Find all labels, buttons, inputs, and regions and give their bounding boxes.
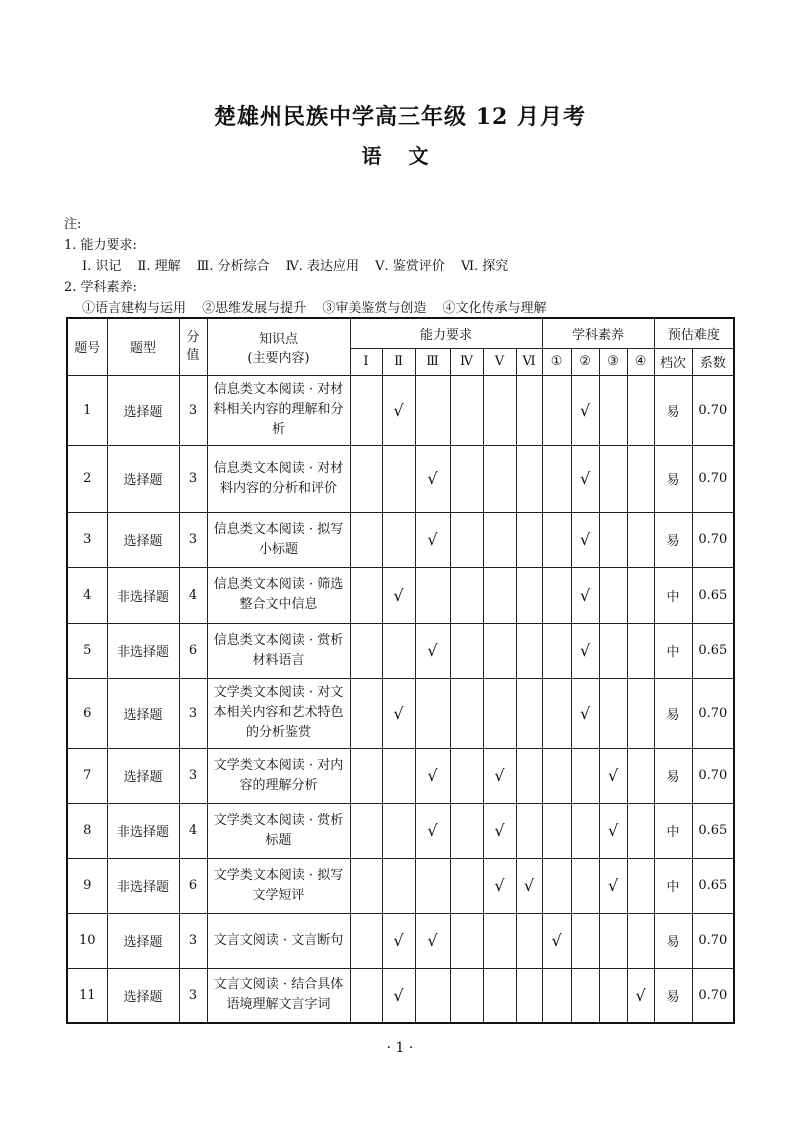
ability-cell-empty (483, 512, 516, 567)
literacy-check-mark: √ (542, 913, 571, 968)
ability-cell-empty (483, 375, 516, 445)
ability-check-mark: √ (382, 913, 415, 968)
cell-level: 易 (654, 678, 692, 748)
cell-knowledge: 信息类文本阅读 · 对材料内容的分析和评价 (207, 445, 350, 512)
table-body (67, 375, 734, 1023)
cell-num: 11 (67, 968, 107, 1023)
literacy-cell-empty (627, 803, 654, 858)
table-row (67, 803, 734, 858)
cell-level: 中 (654, 858, 692, 913)
literacy-cell-empty (599, 678, 627, 748)
ability-col-5: Ⅴ (483, 348, 516, 375)
table-row (67, 748, 734, 803)
cell-level: 易 (654, 445, 692, 512)
ability-cell-empty (350, 445, 382, 512)
literacy-cell-empty (627, 512, 654, 567)
literacy-cell-empty (542, 968, 571, 1023)
ability-cell-empty (483, 678, 516, 748)
cell-num: 10 (67, 913, 107, 968)
table-row (67, 913, 734, 968)
cell-coef: 0.65 (692, 623, 734, 678)
literacy-cell-empty (599, 375, 627, 445)
cell-knowledge: 文学类文本阅读 · 对内容的理解分析 (207, 748, 350, 803)
cell-knowledge: 文学类文本阅读 · 对文本相关内容和艺术特色的分析鉴赏 (207, 678, 350, 748)
page-number: · 1 · (386, 1040, 414, 1056)
cell-level: 中 (654, 567, 692, 623)
cell-score: 6 (179, 623, 207, 678)
ability-cell-empty (382, 623, 415, 678)
ability-item: Ⅵ. 探究 (460, 259, 509, 274)
literacy-cell-empty (627, 748, 654, 803)
cell-num: 8 (67, 803, 107, 858)
cell-type: 选择题 (107, 678, 179, 748)
ability-item: Ⅲ. 分析综合 (196, 259, 270, 274)
literacy-check-mark: √ (627, 968, 654, 1023)
cell-coef: 0.70 (692, 445, 734, 512)
cell-score: 3 (179, 968, 207, 1023)
ability-cell-empty (350, 968, 382, 1023)
ability-check-mark: √ (415, 512, 450, 567)
table-row (67, 375, 734, 445)
ability-list (64, 256, 558, 277)
literacy-col-4: ④ (627, 348, 654, 375)
cell-num: 9 (67, 858, 107, 913)
literacy-cell-empty (627, 445, 654, 512)
ability-cell-empty (516, 968, 542, 1023)
ability-item: Ⅱ. 理解 (137, 259, 181, 274)
table-row (67, 512, 734, 567)
cell-level: 易 (654, 512, 692, 567)
literacy-cell-empty (571, 748, 599, 803)
literacy-cell-empty (542, 678, 571, 748)
ability-check-mark: √ (415, 445, 450, 512)
literacy-item: ①语言建构与运用 (82, 301, 187, 316)
cell-knowledge: 文言文阅读 · 结合具体语境理解文言字词 (207, 968, 350, 1023)
table-row (67, 858, 734, 913)
ability-cell-empty (516, 678, 542, 748)
ability-cell-empty (450, 512, 483, 567)
ability-cell-empty (483, 445, 516, 512)
ability-cell-empty (415, 968, 450, 1023)
ability-cell-empty (483, 623, 516, 678)
cell-num: 4 (67, 567, 107, 623)
ability-cell-empty (415, 567, 450, 623)
literacy-cell-empty (542, 567, 571, 623)
cell-level: 易 (654, 375, 692, 445)
specification-table (66, 317, 735, 1024)
cell-score: 3 (179, 375, 207, 445)
ability-col-2: Ⅱ (382, 348, 415, 375)
table-row (67, 623, 734, 678)
header-ability: 能力要求 (350, 318, 542, 348)
ability-cell-empty (350, 567, 382, 623)
literacy-cell-empty (599, 445, 627, 512)
ability-check-mark: √ (382, 678, 415, 748)
cell-score: 3 (179, 678, 207, 748)
literacy-cell-empty (542, 623, 571, 678)
ability-cell-empty (350, 512, 382, 567)
ability-cell-empty (450, 803, 483, 858)
cell-score: 4 (179, 567, 207, 623)
cell-level: 易 (654, 968, 692, 1023)
ability-cell-empty (415, 678, 450, 748)
literacy-cell-empty (599, 623, 627, 678)
ability-cell-empty (450, 858, 483, 913)
table-row (67, 678, 734, 748)
ability-cell-empty (350, 803, 382, 858)
cell-coef: 0.65 (692, 803, 734, 858)
cell-score: 3 (179, 445, 207, 512)
cell-score: 3 (179, 748, 207, 803)
cell-level: 易 (654, 913, 692, 968)
literacy-cell-empty (627, 623, 654, 678)
ability-cell-empty (382, 858, 415, 913)
ability-check-mark: √ (415, 803, 450, 858)
cell-type: 选择题 (107, 913, 179, 968)
header-score-text: 分值 (186, 329, 200, 363)
cell-knowledge: 文言文阅读 · 文言断句 (207, 913, 350, 968)
ability-check-mark: √ (382, 375, 415, 445)
ability-cell-empty (450, 678, 483, 748)
ability-cell-empty (415, 375, 450, 445)
cell-score: 3 (179, 913, 207, 968)
literacy-item: ③审美鉴赏与创造 (322, 301, 427, 316)
cell-type: 非选择题 (107, 858, 179, 913)
cell-type: 选择题 (107, 375, 179, 445)
cell-type: 非选择题 (107, 803, 179, 858)
cell-type: 非选择题 (107, 567, 179, 623)
cell-knowledge: 信息类文本阅读 · 筛选整合文中信息 (207, 567, 350, 623)
cell-type: 选择题 (107, 445, 179, 512)
literacy-check-mark: √ (571, 512, 599, 567)
ability-cell-empty (450, 623, 483, 678)
cell-type: 选择题 (107, 748, 179, 803)
ability-cell-empty (450, 913, 483, 968)
cell-type: 选择题 (107, 968, 179, 1023)
literacy-heading: 2. 学科素养: (64, 280, 137, 295)
cell-coef: 0.70 (692, 678, 734, 748)
ability-cell-empty (516, 623, 542, 678)
literacy-cell-empty (627, 913, 654, 968)
literacy-cell-empty (627, 375, 654, 445)
table-row (67, 968, 734, 1023)
literacy-item: ④文化传承与理解 (442, 301, 547, 316)
cell-num: 6 (67, 678, 107, 748)
ability-cell-empty (516, 512, 542, 567)
ability-cell-empty (516, 567, 542, 623)
ability-cell-empty (350, 858, 382, 913)
ability-cell-empty (382, 512, 415, 567)
ability-cell-empty (483, 913, 516, 968)
ability-check-mark: √ (483, 858, 516, 913)
literacy-check-mark: √ (599, 858, 627, 913)
ability-cell-empty (350, 375, 382, 445)
ability-check-mark: √ (483, 803, 516, 858)
header-score (179, 318, 207, 375)
table-row (67, 445, 734, 512)
header-knowledge-sub: (主要内容) (247, 350, 310, 366)
literacy-list (64, 298, 558, 319)
literacy-cell-empty (599, 567, 627, 623)
ability-cell-empty (382, 748, 415, 803)
literacy-cell-empty (542, 858, 571, 913)
literacy-cell-empty (542, 375, 571, 445)
literacy-check-mark: √ (571, 567, 599, 623)
ability-cell-empty (450, 968, 483, 1023)
ability-cell-empty (350, 748, 382, 803)
cell-level: 中 (654, 623, 692, 678)
ability-col-4: Ⅳ (450, 348, 483, 375)
cell-knowledge: 信息类文本阅读 · 赏析材料语言 (207, 623, 350, 678)
cell-score: 6 (179, 858, 207, 913)
ability-item: Ⅳ. 表达应用 (285, 259, 360, 274)
notes-label: 注: (64, 217, 82, 232)
literacy-cell-empty (542, 748, 571, 803)
ability-cell-empty (516, 445, 542, 512)
literacy-check-mark: √ (599, 803, 627, 858)
ability-item: Ⅴ. 鉴赏评价 (375, 259, 445, 274)
cell-type: 选择题 (107, 512, 179, 567)
literacy-check-mark: √ (571, 623, 599, 678)
header-num: 题号 (67, 318, 107, 375)
header-coef: 系数 (692, 348, 734, 375)
literacy-cell-empty (599, 968, 627, 1023)
ability-cell-empty (350, 678, 382, 748)
table-row (67, 567, 734, 623)
ability-cell-empty (516, 803, 542, 858)
cell-coef: 0.70 (692, 748, 734, 803)
cell-type: 非选择题 (107, 623, 179, 678)
header-knowledge (207, 318, 350, 375)
header-literacy: 学科素养 (542, 318, 654, 348)
ability-cell-empty (450, 567, 483, 623)
cell-knowledge: 文学类文本阅读 · 赏析标题 (207, 803, 350, 858)
ability-cell-empty (382, 445, 415, 512)
literacy-check-mark: √ (571, 445, 599, 512)
ability-check-mark: √ (516, 858, 542, 913)
ability-cell-empty (516, 913, 542, 968)
literacy-cell-empty (627, 678, 654, 748)
ability-cell-empty (483, 567, 516, 623)
ability-cell-empty (350, 623, 382, 678)
cell-coef: 0.70 (692, 512, 734, 567)
ability-cell-empty (450, 445, 483, 512)
ability-check-mark: √ (483, 748, 516, 803)
literacy-cell-empty (571, 858, 599, 913)
ability-item: Ⅰ. 识记 (82, 259, 122, 274)
header-level: 档次 (654, 348, 692, 375)
literacy-cell-empty (542, 803, 571, 858)
ability-cell-empty (516, 375, 542, 445)
ability-cell-empty (415, 858, 450, 913)
literacy-cell-empty (542, 445, 571, 512)
literacy-cell-empty (599, 512, 627, 567)
ability-cell-empty (350, 913, 382, 968)
literacy-col-2: ② (571, 348, 599, 375)
cell-coef: 0.70 (692, 968, 734, 1023)
literacy-cell-empty (627, 567, 654, 623)
literacy-item: ②思维发展与提升 (202, 301, 307, 316)
ability-cell-empty (382, 803, 415, 858)
page-title: 楚雄州民族中学高三年级 12 月月考 (214, 104, 586, 130)
cell-score: 4 (179, 803, 207, 858)
literacy-cell-empty (542, 512, 571, 567)
ability-heading: 1. 能力要求: (64, 238, 137, 253)
cell-num: 1 (67, 375, 107, 445)
cell-num: 5 (67, 623, 107, 678)
ability-cell-empty (516, 748, 542, 803)
ability-check-mark: √ (382, 968, 415, 1023)
literacy-check-mark: √ (599, 748, 627, 803)
ability-cell-empty (450, 748, 483, 803)
cell-num: 2 (67, 445, 107, 512)
header-difficulty: 预估难度 (654, 318, 734, 348)
cell-knowledge: 文学类文本阅读 · 拟写文学短评 (207, 858, 350, 913)
cell-knowledge: 信息类文本阅读 · 拟写小标题 (207, 512, 350, 567)
page-subtitle: 语 文 (361, 144, 439, 168)
ability-col-6: Ⅵ (516, 348, 542, 375)
literacy-cell-empty (571, 913, 599, 968)
cell-num: 7 (67, 748, 107, 803)
literacy-check-mark: √ (571, 375, 599, 445)
ability-check-mark: √ (382, 567, 415, 623)
cell-level: 易 (654, 748, 692, 803)
literacy-cell-empty (571, 803, 599, 858)
literacy-check-mark: √ (571, 678, 599, 748)
ability-cell-empty (483, 968, 516, 1023)
cell-coef: 0.70 (692, 913, 734, 968)
literacy-col-3: ③ (599, 348, 627, 375)
cell-coef: 0.70 (692, 375, 734, 445)
cell-knowledge: 信息类文本阅读 · 对材料相关内容的理解和分析 (207, 375, 350, 445)
literacy-cell-empty (571, 968, 599, 1023)
literacy-cell-empty (599, 913, 627, 968)
header-knowledge-title: 知识点 (258, 331, 298, 347)
literacy-cell-empty (627, 858, 654, 913)
cell-num: 3 (67, 512, 107, 567)
ability-col-1: Ⅰ (350, 348, 382, 375)
cell-coef: 0.65 (692, 858, 734, 913)
cell-coef: 0.65 (692, 567, 734, 623)
ability-check-mark: √ (415, 748, 450, 803)
ability-col-3: Ⅲ (415, 348, 450, 375)
header-type: 题型 (107, 318, 179, 375)
ability-check-mark: √ (415, 623, 450, 678)
notes (64, 214, 558, 319)
ability-cell-empty (450, 375, 483, 445)
ability-check-mark: √ (415, 913, 450, 968)
cell-score: 3 (179, 512, 207, 567)
literacy-col-1: ① (542, 348, 571, 375)
cell-level: 中 (654, 803, 692, 858)
